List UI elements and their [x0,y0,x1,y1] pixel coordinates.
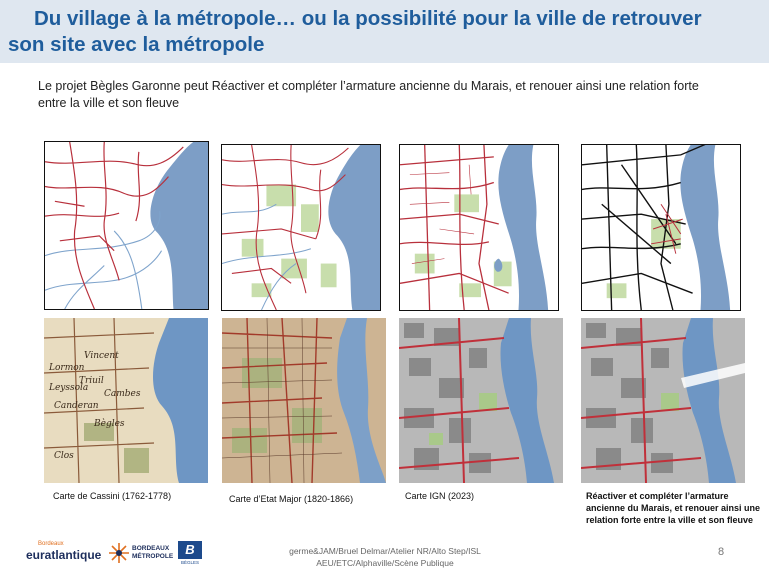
schema-map-project [581,144,741,311]
cassini-label: Bègles [94,419,125,429]
page-number: 8 [718,546,725,558]
intro-text: Le projet Bègles Garonne peut Réactiver et compléter l’armature ancienne du Marais, et renouer ainsi une relation forte entre la ville et son fleuve [38,79,699,110]
caption-ign: Carte IGN (2023) [405,491,475,501]
caption-project: Réactiver et compléter l’armature ancienne du Marais, et renouer ainsi une relation forte entre la ville et son fleuve [586,491,761,525]
euratlantique-logo-text: euratlantique [26,548,102,562]
slide-title-line-1: Du village à la métropole… ou la possibilité pour la ville de retrouver [34,7,702,30]
schema-map-etat-major [221,144,381,311]
slide-title-line-2: son site avec la métropole [8,33,265,56]
map-image-cassini [44,318,208,483]
cassini-label: Canderan [54,401,99,411]
metropole-text: MÉTROPOLE [132,553,174,560]
euratlantique-logo [26,541,106,562]
credits-line-2: AEU/ETC/Alphaville/Scène Publique [316,558,454,568]
bordeaux-metropole-logo [108,540,174,566]
cassini-label: Leyssola [49,383,89,393]
euratlantique-logo-prefix: Bordeaux [38,541,64,547]
cassini-label: Lormon [49,363,85,373]
begles-logo: B BÈGLES [178,541,202,567]
credits-line-1: germe&JAM/Bruel Delmar/Atelier NR/Alto Step/ISL [289,546,481,556]
bordeaux-text: BORDEAUX [132,545,170,552]
cassini-label: Clos [54,451,74,461]
schema-map-cassini [44,141,209,310]
map-image-ign [399,318,563,483]
slide-title [8,6,763,58]
starburst-icon [108,542,130,564]
map-image-project [581,318,745,483]
cassini-label: Vincent [84,351,119,361]
map-image-etat-major [222,318,386,483]
schema-map-ign [399,144,559,311]
cassini-label: Triuil [79,376,104,386]
caption-etat-major: Carte d’Etat Major (1820-1866) [229,494,354,504]
caption-cassini: Carte de Cassini (1762-1778) [53,491,172,501]
begles-text: BÈGLES [180,560,199,565]
credits [250,545,520,569]
cassini-label: Cambes [104,389,141,399]
